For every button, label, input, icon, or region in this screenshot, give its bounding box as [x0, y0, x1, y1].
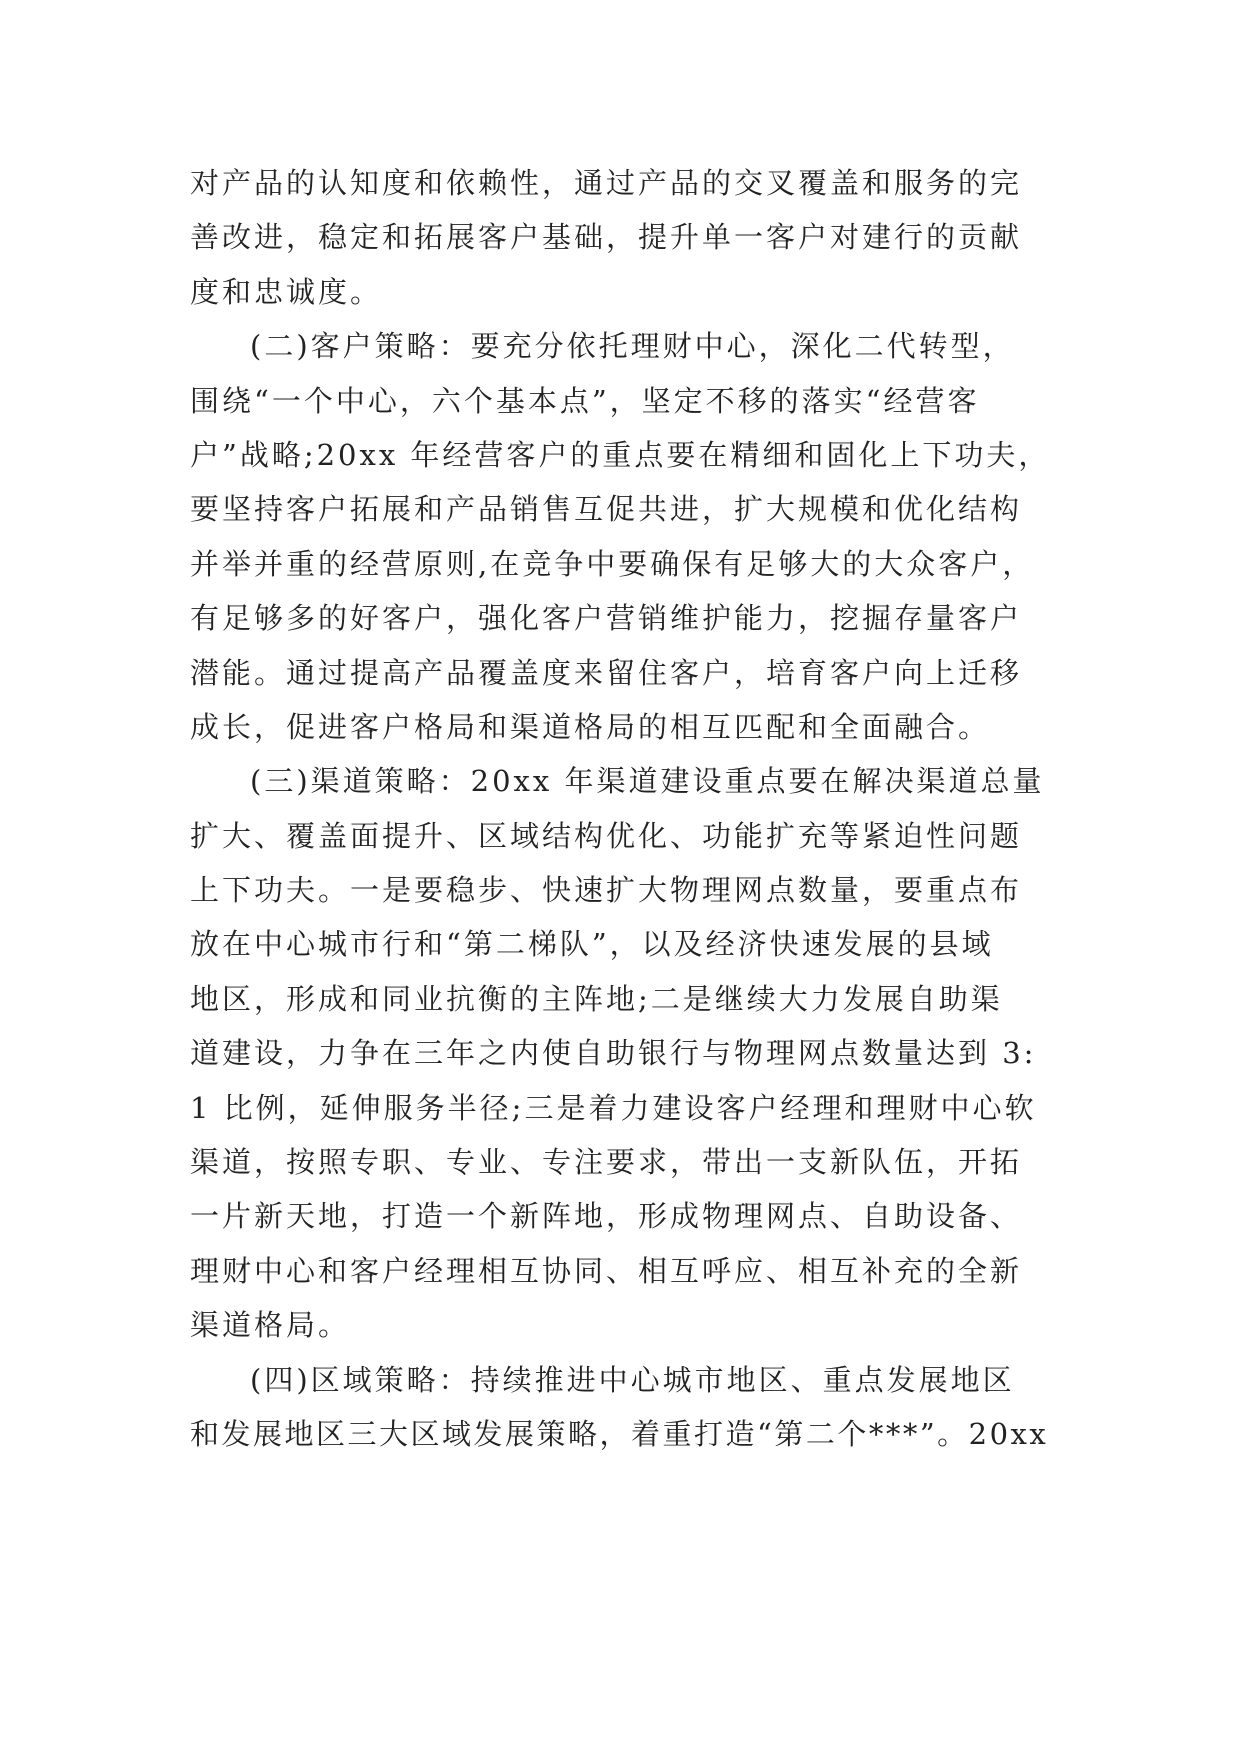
- text-line: 并举并重的经营原则,在竞争中要确保有足够大的大众客户，: [190, 546, 1035, 581]
- text-line: 扩大、覆盖面提升、区域结构优化、功能扩充等紧迫性问题: [190, 818, 1023, 853]
- text-line: 一片新天地，打造一个新阵地，形成物理网点、自助设备、: [190, 1199, 1023, 1234]
- text-line: 潜能。通过提高产品覆盖度来留住客户，培育客户向上迁移: [190, 655, 1023, 690]
- section-heading-line: (三)渠道策略：20xx 年渠道建设重点要在解决渠道总量: [250, 764, 1045, 799]
- section-heading-line: (二)客户策略：要充分依托理财中心，深化二代转型，: [250, 329, 1015, 364]
- text-line: 上下功夫。一是要稳步、快速扩大物理网点数量，要重点布: [190, 873, 1023, 908]
- text-line: 和发展地区三大区域发展策略，着重打造“第二个***”。20xx: [190, 1416, 1049, 1451]
- text-line: 要坚持客户拓展和产品销售互促共进，扩大规模和优化结构: [190, 492, 1023, 527]
- text-line: 放在中心城市行和“第二梯队”，以及经济快速发展的县域: [190, 927, 994, 962]
- text-line: 渠道，按照专职、专业、专注要求，带出一支新队伍，开拓: [190, 1145, 1023, 1180]
- text-line: 有足够多的好客户，强化客户营销维护能力，挖掘存量客户: [190, 601, 1023, 636]
- text-line: 成长，促进客户格局和渠道格局的相互匹配和全面融合。: [190, 709, 991, 744]
- text-line: 1 比例，延伸服务半径;三是着力建设客户经理和理财中心软: [190, 1090, 1037, 1125]
- text-line: 围绕“一个中心，六个基本点”，坚定不移的落实“经营客: [190, 383, 980, 418]
- text-line: 户”战略;20xx 年经营客户的重点要在精细和固化上下功夫，: [190, 437, 1051, 472]
- text-line: 善改进，稳定和拓展客户基础，提升单一客户对建行的贡献: [190, 220, 1023, 255]
- text-line: 对产品的认知度和依赖性，通过产品的交叉覆盖和服务的完: [190, 166, 1023, 200]
- text-line: 渠道格局。: [190, 1308, 351, 1343]
- text-line: 道建设，力争在三年之内使自助银行与物理网点数量达到 3:: [190, 1036, 1037, 1071]
- body-text: [190, 156, 1050, 1461]
- text-line: 度和忠诚度。: [190, 274, 383, 309]
- text-line: 地区，形成和同业抗衡的主阵地;二是继续大力发展自助渠: [190, 981, 1003, 1016]
- section-heading-line: (四)区域策略：持续推进中心城市地区、重点发展地区: [250, 1362, 1015, 1397]
- text-line: 理财中心和客户经理相互协同、相互呼应、相互补充的全新: [190, 1253, 1023, 1288]
